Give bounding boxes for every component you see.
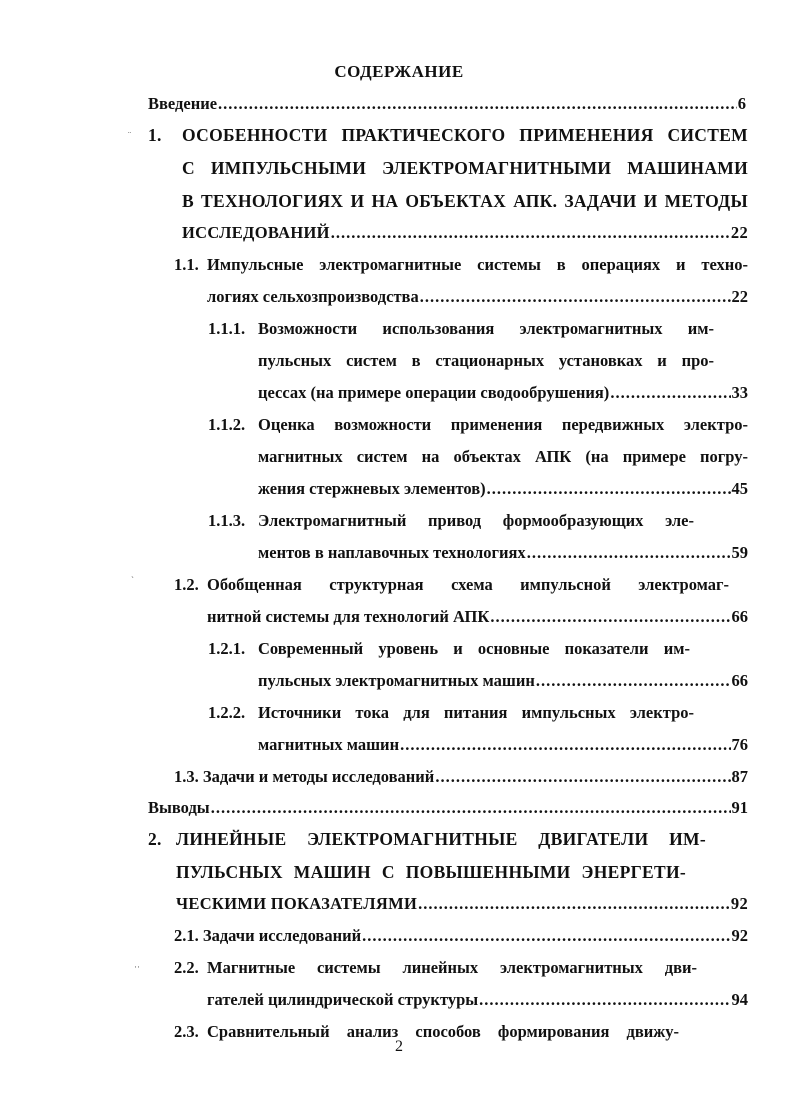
toc-num: 1.1. [174, 255, 199, 274]
toc-num: 1. [148, 125, 162, 145]
scan-speck: ˋ [131, 575, 134, 585]
toc-page-ref: 66 [731, 671, 748, 690]
toc-page-ref: 87 [731, 767, 748, 786]
leader-dots [218, 93, 737, 115]
section-1-1-1-line-2: пульсных систем в стационарных установках и про- [258, 351, 714, 370]
toc-entry-text: ментов в наплавочных технологиях [258, 543, 526, 562]
toc-num: 1.2.1. [208, 639, 246, 658]
toc-num: 2.3. [174, 1022, 199, 1041]
section-1-1-3-line-2 [258, 542, 748, 564]
leader-dots [435, 766, 730, 788]
toc-page-ref: 6 [737, 94, 746, 113]
toc-entry-text: Введение [148, 94, 218, 113]
toc-entry-text: нитной системы для технологий АПК [207, 607, 490, 626]
leader-dots [610, 382, 730, 404]
toc-entry-text: ЧЕСКИМИ ПОКАЗАТЕЛЯМИ [176, 894, 418, 913]
toc-entry-text: логиях сельхозпроизводства [207, 287, 419, 306]
leader-dots [527, 542, 731, 564]
toc-page-ref: 22 [730, 223, 748, 242]
toc-entry-conclusions [148, 797, 748, 819]
chapter-1-line-3: В ТЕХНОЛОГИЯХ И НА ОБЪЕКТАХ АПК. ЗАДАЧИ И МЕТОДЫ [182, 191, 748, 211]
leader-dots [420, 286, 731, 308]
leader-dots [490, 606, 730, 628]
toc-page-ref: 76 [731, 735, 748, 754]
leader-dots [331, 222, 730, 244]
toc-entry-text: Задачи и методы исследований [202, 767, 435, 786]
chapter-2-line-1: ЛИНЕЙНЫЕ ЭЛЕКТРОМАГНИТНЫЕ ДВИГАТЕЛИ ИМ- [176, 829, 706, 849]
toc-page-ref: 22 [731, 287, 748, 306]
toc-entry-text: ИССЛЕДОВАНИЙ [182, 223, 330, 242]
leader-dots [479, 989, 730, 1011]
section-2-2-line-2 [207, 989, 748, 1011]
toc-num-value: 1.3. [174, 767, 199, 786]
toc-page-ref: 92 [731, 926, 748, 945]
page-title: СОДЕРЖАНИЕ [334, 62, 464, 81]
toc-entry-text: жения стержневых элементов) [258, 479, 486, 498]
toc-num: 1.1.3. [208, 511, 246, 530]
toc-num: 2.2. [174, 958, 199, 977]
section-1-2-2-line-1: Источники тока для питания импульсных электро- [258, 703, 694, 722]
toc-num [174, 766, 434, 788]
toc-entry-intro [148, 93, 746, 115]
toc-num-value: 2.1. [174, 926, 199, 945]
leader-dots [362, 925, 730, 947]
toc-num: 1.2. [174, 575, 199, 594]
scan-speck: ¨ [128, 130, 131, 140]
toc-page-ref: 59 [731, 543, 748, 562]
toc-num: 2. [148, 829, 162, 849]
section-1-3 [174, 766, 748, 788]
chapter-2-line-3 [176, 893, 748, 915]
leader-dots [211, 797, 731, 819]
section-2-2-line-1: Магнитные системы линейных электромагнитных дви- [207, 958, 697, 977]
section-1-1-2-line-2: магнитных систем на объектах АПК (на примере погру- [258, 447, 748, 466]
section-1-1-line-2 [207, 286, 748, 308]
toc-num: 1.1.1. [208, 319, 246, 338]
chapter-1-line-4 [182, 222, 748, 244]
chapter-1-line-1: ОСОБЕННОСТИ ПРАКТИЧЕСКОГО ПРИМЕНЕНИЯ СИСТЕМ [182, 125, 748, 145]
toc-page-ref: 66 [731, 607, 748, 626]
section-1-2-2-line-2 [258, 734, 748, 756]
toc-page-ref: 45 [731, 479, 748, 498]
toc-page-ref: 33 [731, 383, 748, 402]
section-2-3-line-1: Сравнительный анализ способов формирования движу- [207, 1022, 679, 1041]
section-1-2-line-1: Обобщенная структурная схема импульсной электромаг- [207, 575, 729, 594]
section-1-1-line-1: Импульсные электромагнитные системы в операциях и техно- [207, 255, 748, 274]
leader-dots [536, 670, 731, 692]
section-1-1-3-line-1: Электромагнитный привод формообразующих эле- [258, 511, 694, 530]
section-1-1-1-line-1: Возможности использования электромагнитных им- [258, 319, 714, 338]
leader-dots [400, 734, 730, 756]
section-1-2-line-2 [207, 606, 748, 628]
toc-entry-text: цессах (на примере операции сводообрушения) [258, 383, 610, 402]
section-1-2-1-line-2 [258, 670, 748, 692]
toc-num [174, 925, 361, 947]
page-number: 2 [395, 1038, 403, 1055]
toc-entry-text: Выводы [148, 798, 210, 817]
toc-num: 1.1.2. [208, 415, 246, 434]
toc-entry-text: Задачи исследований [202, 926, 362, 945]
toc-entry-text: пульсных электромагнитных машин [258, 671, 535, 690]
toc-num: 1.2.2. [208, 703, 246, 722]
toc-page-ref: 94 [731, 990, 748, 1009]
section-2-1 [174, 925, 748, 947]
section-1-2-1-line-1: Современный уровень и основные показатели им- [258, 639, 690, 658]
toc-page-ref: 92 [730, 894, 748, 913]
toc-entry-text: магнитных машин [258, 735, 400, 754]
scan-speck: ·· [134, 962, 140, 972]
chapter-1-line-2: С ИМПУЛЬСНЫМИ ЭЛЕКТРОМАГНИТНЫМИ МАШИНАМИ [182, 158, 748, 178]
toc-entry-text: гателей цилиндрической структуры [207, 990, 479, 1009]
toc-page-ref: 91 [731, 798, 748, 817]
section-1-1-2-line-3 [258, 478, 748, 500]
chapter-2-line-2: ПУЛЬСНЫХ МАШИН С ПОВЫШЕННЫМИ ЭНЕРГЕТИ- [176, 862, 686, 882]
section-1-1-2-line-1: Оценка возможности применения передвижных электро- [258, 415, 748, 434]
section-1-1-1-line-3 [258, 382, 748, 404]
leader-dots [487, 478, 731, 500]
leader-dots [418, 893, 730, 915]
